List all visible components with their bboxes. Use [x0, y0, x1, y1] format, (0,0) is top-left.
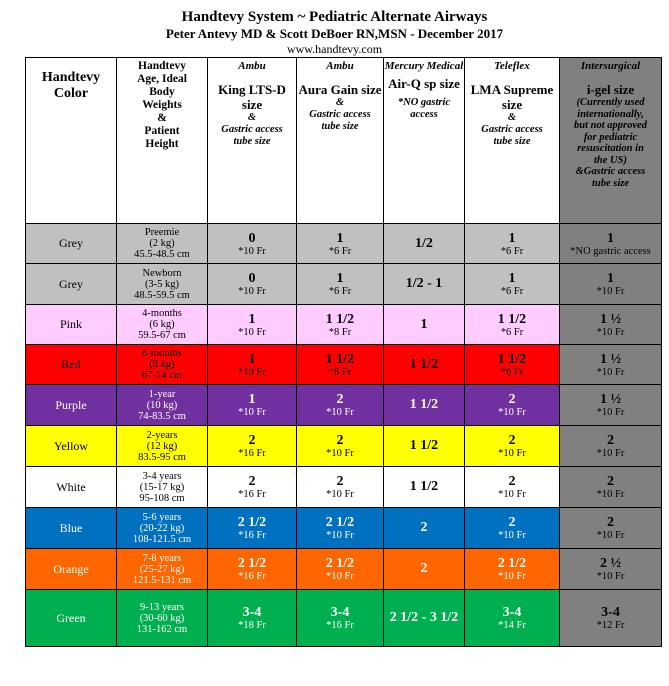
age-cell: 9-13 years (30-60 kg) 131-162 cm: [117, 590, 208, 647]
col-header-aura: Ambu Aura Gain size & Gastric access tube size: [297, 58, 384, 224]
lma-cell: 2 *10 Fr: [465, 385, 560, 426]
igel-cell: 2 *10 Fr: [560, 467, 662, 508]
king-cell: 2 *16 Fr: [208, 467, 297, 508]
aura-cell: 1 *6 Fr: [297, 264, 384, 305]
igel-cell: 2 *10 Fr: [560, 508, 662, 549]
color-cell: Blue: [26, 508, 117, 549]
igel-cell: 3-4 *12 Fr: [560, 590, 662, 647]
age-cell: Newborn (3-5 kg) 48.5-59.5 cm: [117, 264, 208, 305]
table-row: [26, 224, 662, 264]
table-row: [26, 508, 662, 549]
table-row: [26, 264, 662, 305]
aura-cell: 2 1/2 *10 Fr: [297, 549, 384, 590]
lma-cell: 2 *10 Fr: [465, 426, 560, 467]
col-header-king: Ambu King LTS-D size & Gastric access tube size: [208, 58, 297, 224]
king-cell: 1 *10 Fr: [208, 385, 297, 426]
color-cell: Pink: [26, 305, 117, 345]
color-cell: White: [26, 467, 117, 508]
color-cell: Grey: [26, 224, 117, 264]
king-cell: 1 *10 Fr: [208, 305, 297, 345]
airq-cell: 1/2: [384, 224, 465, 264]
aura-cell: 1 1/2 *8 Fr: [297, 305, 384, 345]
airway-table: [25, 57, 662, 647]
aura-cell: 2 *10 Fr: [297, 426, 384, 467]
king-cell: 2 1/2 *16 Fr: [208, 549, 297, 590]
table-row: [26, 305, 662, 345]
aura-cell: 1 *6 Fr: [297, 224, 384, 264]
king-cell: 0 *10 Fr: [208, 264, 297, 305]
king-cell: 2 *16 Fr: [208, 426, 297, 467]
lma-cell: 2 1/2 *10 Fr: [465, 549, 560, 590]
table-row: [26, 467, 662, 508]
aura-cell: 2 *10 Fr: [297, 385, 384, 426]
lma-cell: 2 *10 Fr: [465, 467, 560, 508]
col-header-color: Handtevy Color: [26, 58, 117, 224]
color-cell: Yellow: [26, 426, 117, 467]
col-header-lma: Teleflex LMA Supreme size & Gastric access tube size: [465, 58, 560, 224]
age-cell: 1-year (10 kg) 74-83.5 cm: [117, 385, 208, 426]
age-cell: 6-months (8 kg) 67-74 cm: [117, 345, 208, 385]
table-row: [26, 385, 662, 426]
king-cell: 1 *10 Fr: [208, 345, 297, 385]
airq-cell: 2: [384, 549, 465, 590]
king-cell: 3-4 *18 Fr: [208, 590, 297, 647]
page-title: Handtevy System ~ Pediatric Alternate Airways: [181, 9, 488, 25]
king-cell: 2 1/2 *16 Fr: [208, 508, 297, 549]
igel-cell: 1 ½ *10 Fr: [560, 305, 662, 345]
airq-cell: 1 1/2: [384, 426, 465, 467]
airq-cell: 1 1/2: [384, 345, 465, 385]
igel-cell: 2 *10 Fr: [560, 426, 662, 467]
aura-cell: 2 *10 Fr: [297, 467, 384, 508]
col-header-age: Handtevy Age, Ideal Body Weights & Patient Height: [117, 58, 208, 224]
color-cell: Purple: [26, 385, 117, 426]
airq-cell: 2 1/2 - 3 1/2: [384, 590, 465, 647]
website-link[interactable]: www.handtevy.com: [286, 42, 383, 56]
lma-cell: 1 *6 Fr: [465, 224, 560, 264]
authors-line: Peter Antevy MD & Scott DeBoer RN,MSN - December 2017: [165, 26, 504, 41]
age-cell: 7-8 years (25-27 kg) 121.5-131 cm: [117, 549, 208, 590]
lma-cell: 3-4 *14 Fr: [465, 590, 560, 647]
igel-cell: 1 ½ *10 Fr: [560, 345, 662, 385]
igel-cell: 1 ½ *10 Fr: [560, 385, 662, 426]
airq-cell: 1 1/2: [384, 385, 465, 426]
header-row: [26, 58, 662, 224]
aura-cell: 3-4 *16 Fr: [297, 590, 384, 647]
col-header-igel: Intersurgical i-gel size (Currently used internationally, but not approved for pediatric resuscitation in the US) &Gastric access tube size: [560, 58, 662, 224]
igel-cell: 1 *10 Fr: [560, 264, 662, 305]
table-row: [26, 590, 662, 647]
table-row: [26, 345, 662, 385]
aura-cell: 1 1/2 *8 Fr: [297, 345, 384, 385]
airq-cell: 1 1/2: [384, 467, 465, 508]
col-header-airq: Mercury Medical Air-Q sp size *NO gastric access: [384, 58, 465, 224]
aura-cell: 2 1/2 *10 Fr: [297, 508, 384, 549]
age-cell: 4-months (6 kg) 59.5-67 cm: [117, 305, 208, 345]
color-cell: Green: [26, 590, 117, 647]
igel-cell: 1 *NO gastric access: [560, 224, 662, 264]
lma-cell: 2 *10 Fr: [465, 508, 560, 549]
airq-cell: 1/2 - 1: [384, 264, 465, 305]
age-cell: 3-4 years (15-17 kg) 95-108 cm: [117, 467, 208, 508]
lma-cell: 1 *6 Fr: [465, 264, 560, 305]
lma-cell: 1 1/2 *6 Fr: [465, 305, 560, 345]
king-cell: 0 *10 Fr: [208, 224, 297, 264]
color-cell: Grey: [26, 264, 117, 305]
table-row: [26, 426, 662, 467]
age-cell: 2-years (12 kg) 83.5-95 cm: [117, 426, 208, 467]
age-cell: Preemie (2 kg) 45.5-48.5 cm: [117, 224, 208, 264]
igel-cell: 2 ½ *10 Fr: [560, 549, 662, 590]
table-row: [26, 549, 662, 590]
color-cell: Red: [26, 345, 117, 385]
airq-cell: 2: [384, 508, 465, 549]
age-cell: 5-6 years (20-22 kg) 108-121.5 cm: [117, 508, 208, 549]
color-cell: Orange: [26, 549, 117, 590]
lma-cell: 1 1/2 *6 Fr: [465, 345, 560, 385]
airq-cell: 1: [384, 305, 465, 345]
